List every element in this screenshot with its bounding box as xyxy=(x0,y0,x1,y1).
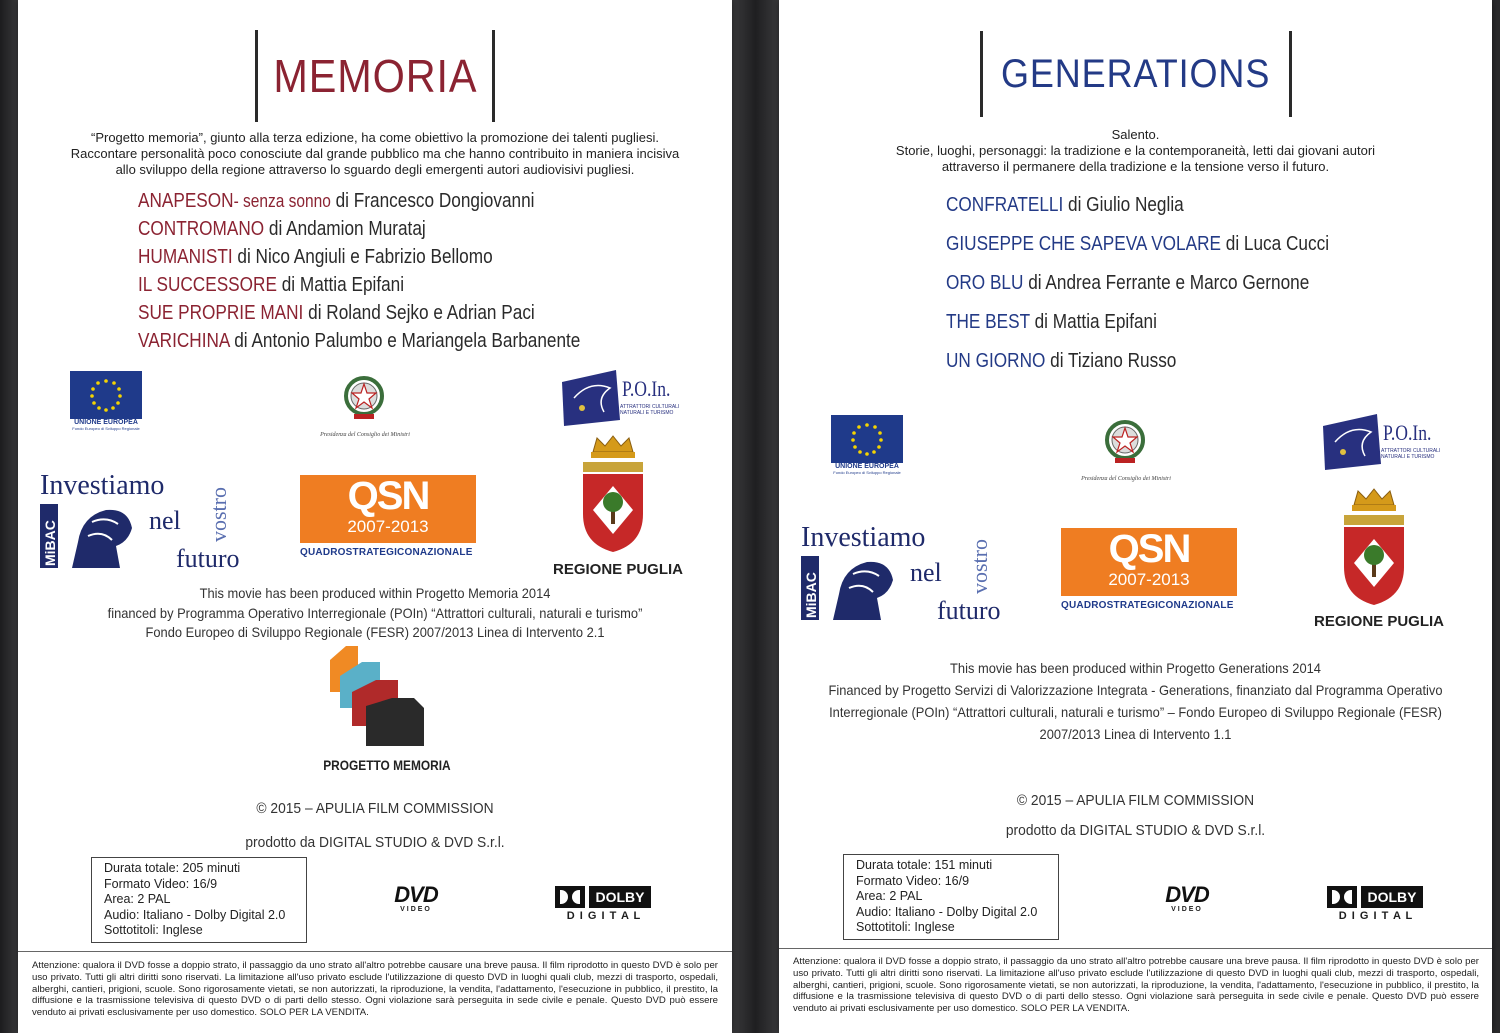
mibac-head-icon xyxy=(823,554,903,620)
right-bracket xyxy=(1289,31,1292,117)
case-spine-left xyxy=(0,0,18,1033)
dolby-double-d-icon xyxy=(555,886,585,908)
list-item xyxy=(138,274,580,302)
eu-caption xyxy=(819,463,915,475)
spec-subtitles: Sottotitoli: Inglese xyxy=(856,920,955,934)
dolby-digital-logo xyxy=(1327,886,1427,924)
producer-line: prodotto da DIGITAL STUDIO & DVD S.r.l. xyxy=(245,834,505,851)
list-item xyxy=(138,302,580,330)
spec-duration: Durata totale: 151 minuti xyxy=(856,858,993,872)
film-title: SUE PROPRIE MANI xyxy=(138,302,304,324)
film-title: ANAPESON xyxy=(138,190,234,212)
film-title: ORO BLU xyxy=(946,272,1024,294)
list-item xyxy=(946,272,1329,311)
regione-puglia-crest xyxy=(1342,487,1406,607)
spec-audio: Audio: Italiano - Dolby Digital 2.0 xyxy=(856,904,1038,919)
qsn-logo xyxy=(300,475,476,543)
qsn-big: QSN xyxy=(347,474,429,518)
film-credit: di Andrea Ferrante e Marco Gernone xyxy=(1023,272,1310,294)
mibac-vostro: vostro xyxy=(967,539,992,594)
spec-audio: Audio: Italiano - Dolby Digital 2.0 xyxy=(104,907,286,922)
film-title: THE BEST xyxy=(946,311,1030,333)
cover-title: GENERATIONS xyxy=(1001,51,1271,96)
dvd-video-text: VIDEO xyxy=(1171,906,1203,913)
produced-line: financed by Programma Operativo Interregionale (POIn) “Attrattori culturali, naturali e turismo” xyxy=(107,605,643,621)
film-title: HUMANISTI xyxy=(138,246,233,268)
mibac-nel: nel xyxy=(910,558,942,587)
dvd-video-logo xyxy=(386,884,446,913)
qsn-years: 2007-2013 xyxy=(347,517,429,536)
intro-line: allo sviluppo della regione attraverso lo sguardo degli emergenti autori audiovisivi pugliesi. xyxy=(115,162,635,177)
progetto-memoria-logo xyxy=(318,646,430,750)
list-item xyxy=(946,311,1329,350)
film-credit: di Antonio Palumbo e Mariangela Barbanente xyxy=(229,330,581,352)
dolby-text: DOLBY xyxy=(589,886,651,908)
spec-area: Area: 2 PAL xyxy=(104,892,171,906)
dolby-text: DOLBY xyxy=(1361,886,1423,908)
progetto-memoria-label: PROGETTO MEMORIA xyxy=(323,757,451,773)
eu-caption-sub: Fondo Europeo di Sviluppo Regionale xyxy=(833,470,901,475)
list-item xyxy=(946,194,1329,233)
spec-format: Formato Video: 16/9 xyxy=(856,873,970,888)
film-title: CONFRATELLI xyxy=(946,194,1064,216)
eu-flag-logo xyxy=(70,371,142,419)
produced-line: This movie has been produced within Progetto Memoria 2014 xyxy=(199,585,551,601)
legal-disclaimer: Attenzione: qualora il DVD fosse a doppio strato, il passaggio da uno strato all'altro potrebbe causare una breve pausa. Il film riprodotto in questo DVD è solo per uso privato. Tutti gli altri diritti sono riservati. La limitazione all'uso privato esclude l'utilizzazione di questo DVD in luoghi quali club, mezzi di trasporto, ospedali, alberghi, cantieri, prigioni, scuole. Sono rigorosamente vietati, se non autorizzati, la riproduzione, la vendita, l'adattamento, l'esecuzione in pubblico, il prestito, la diffusione e la trasmissione televisiva di questo DVD o di parti dello stesso. Ogni violazione sarà perseguita in sede civile e penale. Questo DVD può essere venduto ai privati esclusivamente per uso domestico. SOLO PER LA VENDITA. xyxy=(793,956,1479,1015)
eu-caption-sub: Fondo Europeo di Sviluppo Regionale xyxy=(72,426,140,431)
film-title: UN GIORNO xyxy=(946,350,1046,372)
film-title: CONTROMANO xyxy=(138,218,265,240)
qsn-big: QSN xyxy=(1108,527,1190,571)
intro-line: “Progetto memoria”, giunto alla terza edizione, ha come obiettivo la promozione dei talenti pugliesi. xyxy=(91,130,659,145)
poin-text: P.O.In. xyxy=(622,376,671,401)
generations-back-cover xyxy=(779,0,1492,1033)
film-credit: di Francesco Dongiovanni xyxy=(330,190,535,212)
presidenza-caption: Presidenza del Consiglio dei Ministri xyxy=(320,432,410,438)
spec-subtitles: Sottotitoli: Inglese xyxy=(104,923,203,937)
case-spine-middle xyxy=(732,0,779,1033)
film-title: VARICHINA xyxy=(138,330,230,352)
intro-line: attraverso il permanere della tradizione e la tensione verso il futuro. xyxy=(941,159,1330,174)
intro-line: Storie, luoghi, personaggi: la tradizione e la contemporaneità, letti dai giovani autori xyxy=(895,143,1376,158)
film-list xyxy=(946,194,1391,389)
mibac-nel: nel xyxy=(149,506,181,535)
mibac-futuro: futuro xyxy=(937,596,1001,625)
film-credit: di Mattia Epifani xyxy=(276,274,405,296)
list-item xyxy=(946,233,1329,272)
eu-flag-logo xyxy=(831,415,903,463)
spec-duration: Durata totale: 205 minuti xyxy=(104,861,241,875)
dvd-text: DVD xyxy=(1165,882,1209,907)
dolby-digital-text: D I G I T A L xyxy=(1338,910,1414,922)
dvd-text: DVD xyxy=(394,882,438,907)
right-bracket xyxy=(492,30,495,122)
memoria-back-cover xyxy=(18,0,732,1033)
dolby-digital-text: D I G I T A L xyxy=(566,910,642,922)
film-credit: di Giulio Neglia xyxy=(1063,194,1184,216)
presidenza-caption: Presidenza del Consiglio dei Ministri xyxy=(1081,476,1171,482)
legal-disclaimer: Attenzione: qualora il DVD fosse a doppio strato, il passaggio da uno strato all'altro potrebbe causare una breve pausa. Il film riprodotto in questo DVD è solo per uso privato. Tutti gli altri diritti sono riservati. La limitazione all'uso privato esclude l'utilizzazione di questo DVD in luoghi quali club, mezzi di trasporto, ospedali, alberghi, cantieri, prigioni, scuole. Sono rigorosamente vietati, se non autorizzati, la riproduzione, la vendita, l'adattamento, l'esecuzione in pubblico, il prestito, la diffusione e la trasmissione televisiva di questo DVD o di parti dello stesso. Ogni violazione sarà perseguita in sede civile e penale. Questo DVD può essere venduto ai privati esclusivamente per uso domestico. SOLO PER LA VENDITA. xyxy=(32,960,718,1019)
cover-title: MEMORIA xyxy=(272,50,478,102)
list-item xyxy=(138,330,580,358)
film-credit: di Nico Angiuli e Fabrizio Bellomo xyxy=(232,246,493,268)
produced-line: Interregionale (POIn) “Attrattori culturali, naturali e turismo” – Fondo Europeo di Sviluppo Regionale (FESR) xyxy=(829,704,1442,720)
qsn-years: 2007-2013 xyxy=(1108,570,1190,589)
tech-specs-box xyxy=(843,854,1059,940)
italian-emblem-logo xyxy=(1095,416,1155,472)
film-list xyxy=(138,190,652,358)
producer-line: prodotto da DIGITAL STUDIO & DVD S.r.l. xyxy=(1005,822,1266,839)
list-item xyxy=(138,190,580,218)
intro-text xyxy=(779,127,1492,175)
divider xyxy=(779,948,1492,949)
case-spine-right xyxy=(1492,0,1500,1033)
film-credit: di Roland Sejko e Adrian Paci xyxy=(303,302,535,324)
poin-text: P.O.In. xyxy=(1383,420,1432,445)
left-bracket xyxy=(980,31,983,117)
intro-line: Salento. xyxy=(1111,127,1160,142)
spec-area: Area: 2 PAL xyxy=(856,889,923,903)
regione-puglia-label: REGIONE PUGLIA xyxy=(1314,613,1445,630)
regione-puglia-label: REGIONE PUGLIA xyxy=(553,561,684,578)
eu-caption-text: UNIONE EUROPEA xyxy=(74,419,138,426)
intro-line: Raccontare personalità poco conosciute dal grande pubblico ma che hanno contribuito in maniera incisiva xyxy=(70,146,680,161)
mibac-logo xyxy=(801,522,1001,628)
copyright: © 2015 – APULIA FILM COMMISSION xyxy=(256,800,494,817)
dvd-video-text: VIDEO xyxy=(400,906,432,913)
film-credit: di Luca Cucci xyxy=(1220,233,1330,255)
mibac-head-icon xyxy=(62,502,142,568)
mibac-investiamo: Investiamo xyxy=(40,470,165,501)
poin-logo xyxy=(560,368,685,428)
divider xyxy=(18,951,732,952)
list-item xyxy=(946,350,1329,389)
qsn-subtitle: QUADROSTRATEGICONAZIONALE xyxy=(1061,600,1234,611)
copyright: © 2015 – APULIA FILM COMMISSION xyxy=(1016,792,1255,809)
generations-title-block xyxy=(1001,32,1271,116)
film-credit: di Mattia Epifani xyxy=(1029,311,1157,333)
mibac-label: MiBAC xyxy=(803,572,819,618)
film-subtitle: - senza sonno xyxy=(233,191,331,211)
dvd-video-logo xyxy=(1157,884,1217,913)
film-title: IL SUCCESSORE xyxy=(138,274,277,296)
produced-line: This movie has been produced within Progetto Generations 2014 xyxy=(950,660,1321,676)
mibac-label: MiBAC xyxy=(42,520,58,566)
mibac-vostro: vostro xyxy=(206,487,231,542)
poin-subtext: ATTRATTORI CULTURALI NATURALI E TURISMO xyxy=(620,404,680,416)
qsn-subtitle: QUADROSTRATEGICONAZIONALE xyxy=(300,547,473,558)
tech-specs-box xyxy=(91,857,307,943)
qsn-logo xyxy=(1061,528,1237,596)
memoria-title-block xyxy=(268,30,482,122)
produced-line: Fondo Europeo di Sviluppo Regionale (FESR) 2007/2013 Linea di Intervento 2.1 xyxy=(145,624,605,640)
dolby-digital-logo xyxy=(555,886,655,924)
mibac-investiamo: Investiamo xyxy=(801,522,926,553)
produced-line: 2007/2013 Linea di Intervento 1.1 xyxy=(1039,726,1232,742)
eu-caption xyxy=(58,419,154,431)
film-credit: di Tiziano Russo xyxy=(1045,350,1177,372)
list-item xyxy=(138,246,580,274)
produced-line: Financed by Progetto Servizi di Valorizzazione Integrata - Generations, finanziato dal Programma Operativo xyxy=(828,682,1443,698)
mibac-bar xyxy=(40,504,58,568)
mibac-logo xyxy=(40,470,240,576)
mibac-bar xyxy=(801,556,819,620)
italian-emblem-logo xyxy=(334,372,394,428)
regione-puglia-crest xyxy=(581,434,645,554)
eu-caption-text: UNIONE EUROPEA xyxy=(835,463,899,470)
poin-subtext: ATTRATTORI CULTURALI NATURALI E TURISMO xyxy=(1381,448,1441,460)
mibac-futuro: futuro xyxy=(176,544,240,573)
intro-text xyxy=(18,130,732,178)
film-title: GIUSEPPE CHE SAPEVA VOLARE xyxy=(946,233,1221,255)
spec-format: Formato Video: 16/9 xyxy=(104,876,218,891)
film-credit: di Andamion Murataj xyxy=(264,218,426,240)
left-bracket xyxy=(255,30,258,122)
list-item xyxy=(138,218,580,246)
poin-logo xyxy=(1321,412,1446,472)
dolby-double-d-icon xyxy=(1327,886,1357,908)
